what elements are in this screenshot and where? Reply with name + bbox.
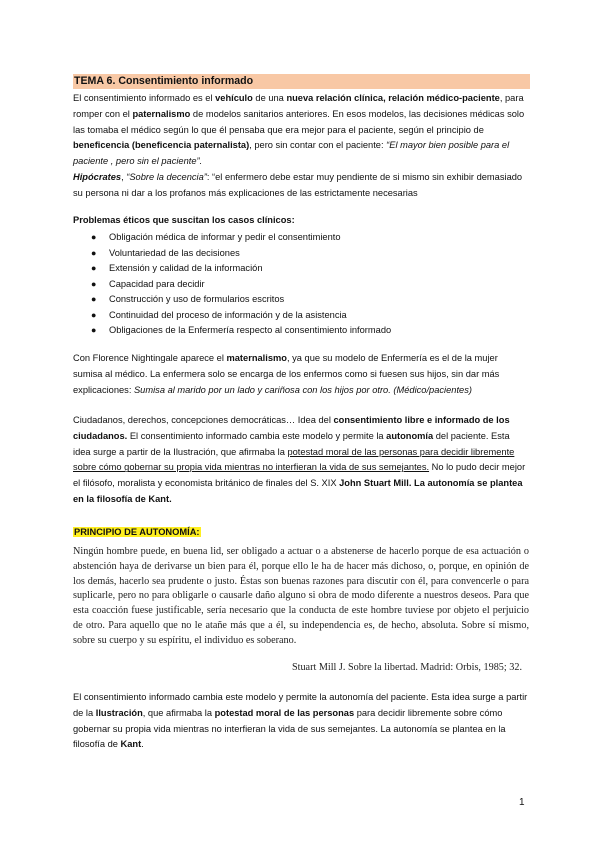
list-item: ● Voluntariedad de las decisiones: [91, 246, 511, 262]
text: Ciudadanos, derechos, concepciones democráticas… Idea del: [73, 415, 334, 425]
text-bold: Ilustración: [95, 707, 143, 718]
list-item: ● Obligación médica de informar y pedir el consentimiento: [91, 230, 511, 246]
list-item: ● Capacidad para decidir: [91, 277, 511, 293]
topic-title: TEMA 6. Consentimiento informado: [73, 74, 530, 89]
text: Con Florence Nightingale aparece el: [73, 353, 227, 363]
closing-paragraph: [73, 690, 529, 753]
text-bold-italic: Hipócrates: [73, 171, 122, 182]
text-bold: vehículo: [215, 93, 253, 103]
text-bold: maternalismo: [226, 353, 287, 363]
text-bold: paternalismo: [132, 108, 191, 119]
bullet-icon: ●: [91, 263, 97, 273]
problems-list: [91, 230, 511, 339]
text: , para romper con el: [73, 93, 524, 119]
text: ,: [121, 171, 127, 182]
text-bold: .: [124, 430, 130, 441]
bullet-icon: ●: [91, 294, 97, 304]
intro-paragraph: [73, 91, 529, 202]
text-bold: consentimiento libre e informado de los ciudadanos: [73, 415, 510, 441]
text-bold: John Stuart Mill. La autonomía se plantea en la filosofía de Kant.: [73, 478, 523, 504]
text: , ya que su modelo de Enfermería es el de la mujer sumisa al médico. La enfermera solo se encarga de los enfermos como si fuesen sus hijos, sin dar más explicaciones:: [73, 353, 500, 395]
page-number: 1: [519, 797, 525, 808]
text: de modelos sanitarios anteriores. En esos modelos, las decisiones médicas solo las tomaba el médico según lo que él pensaba que era mejor para el paciente, según el principio de: [73, 108, 525, 135]
text: , que afirmaba la: [142, 707, 215, 718]
list-item: ● Construcción y uso de formularios escritos: [91, 292, 511, 308]
bullet-icon: ●: [91, 309, 97, 320]
list-item: ● Obligaciones de la Enfermería respecto al consentimiento informado: [91, 323, 511, 339]
problems-heading: Problemas éticos que suscitan los casos clínicos:: [73, 215, 295, 225]
text-bold: Kant: [120, 739, 142, 750]
text: El consentimiento informado es el: [73, 93, 216, 103]
text-bold: nueva relación clínica, relación médico-paciente: [286, 93, 500, 103]
text: No lo pudo decir mejor el filósofo, moralista y economista británico de finales del S. XIX: [73, 462, 526, 489]
nightingale-paragraph: [73, 351, 529, 398]
list-item: ● Continuidad del proceso de información y de la asistencia: [91, 308, 511, 324]
bullet-icon: ●: [91, 325, 97, 335]
text-bold: beneficencia (beneficencia paternalista): [73, 140, 250, 151]
quote-source: Stuart Mill J. Sobre la libertad. Madrid: Orbis, 1985; 32.: [291, 662, 522, 673]
text: El consentimiento informado cambia este modelo y permite la: [129, 430, 387, 441]
list-item: ● Extensión y calidad de la información: [91, 261, 511, 277]
text: para decidir libremente sobre cómo gobernar su propia vida mientras no interfieran la vida de sus semejantes. La autonomía se plantea en la filosofía de: [73, 707, 506, 750]
text: de una: [252, 93, 287, 103]
text: , pero sin contar con el paciente:: [249, 140, 387, 151]
text-italic: “Sobre la decencia”: [126, 171, 207, 182]
mill-quote: Ningún hombre puede, en buena lid, ser obligado a actuar o a abstenerse de hacerlo porque de esa actuación o abstención haya de derivarse un bien para él, porque ello le ha de hacer más dichoso, o, porque, en opinión de los demás, hacerlo sea prudente o justo. Éstas son buenas razones para discutir con él, para convencerle o para suplicarle, pero no para obligarle o causarle daño alguno si obra de modo diferente a nuestros deseos. Para que esta coacción fuese justificable, sería necesario que la conducta de este hombre tuviese por objeto el perjuicio de otro. Para aquello que no le atañe más que a él, su independencia es, de hecho, absoluta. Sobre sí mismo, sobre su cuerpo y su espíritu, el individuo es soberano.: [73, 546, 529, 646]
highlighted-heading: PRINCIPIO DE AUTONOMÍA:: [74, 527, 200, 537]
text-bold: potestad moral de las personas: [214, 707, 355, 718]
text-bold: autonomía: [386, 430, 434, 441]
text: .: [141, 739, 144, 750]
citizens-paragraph: [73, 413, 529, 508]
text: del paciente. Esta idea surge a partir de la Ilustración, que afirmaba la: [73, 430, 510, 457]
text-italic: Sumisa al marido por un lado y cariñosa con los hijos por otro. (Médico/pacientes): [133, 384, 472, 395]
bullet-icon: ●: [91, 247, 97, 258]
bullet-icon: ●: [91, 278, 97, 289]
autonomy-heading: [73, 525, 201, 540]
text: El consentimiento informado cambia este modelo y permite la autonomía del paciente. Esta idea surge a partir de la: [73, 692, 528, 718]
text-italic: “El mayor bien posible para el paciente , pero sin el paciente”.: [73, 140, 510, 167]
text: : “el enfermero debe estar muy pendiente de si mismo sin exhibir demasiado su persona ni dar a los profanos más explicaciones de las estrictamente necesarias: [73, 171, 523, 198]
bullet-icon: ●: [91, 232, 97, 242]
text-underlined: potestad moral de las personas para decidir libremente sobre cómo gobernar su propia vida mientras no interfieran la vida de sus semejantes.: [73, 446, 515, 473]
